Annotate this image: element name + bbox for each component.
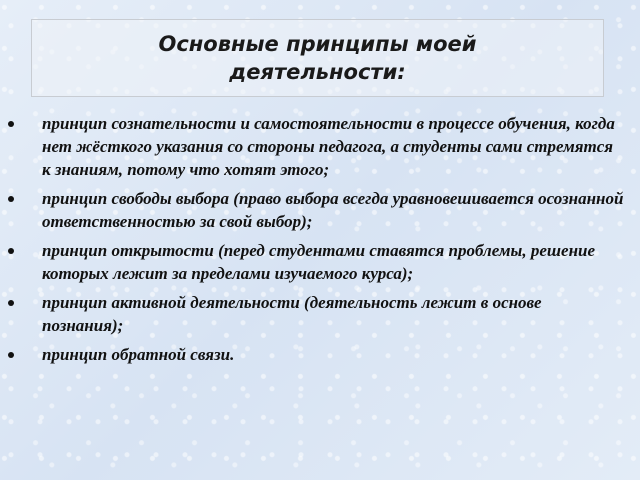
- list-item: [0, 112, 624, 181]
- list-item: [0, 239, 624, 285]
- bullet-icon: [8, 352, 14, 358]
- title-box: [31, 19, 604, 97]
- bullet-icon: [8, 300, 14, 306]
- list-item-text: принцип свободы выбора (право выбора всегда уравновешивается осознанной ответственностью за свой выбор);: [42, 189, 624, 231]
- principles-list: [0, 112, 624, 372]
- bullet-icon: [8, 196, 14, 202]
- list-item-text: принцип обратной связи.: [42, 345, 235, 364]
- list-item-text: принцип активной деятельности (деятельность лежит в основе познания);: [42, 293, 542, 335]
- slide-title: Основные принципы моей деятельности:: [158, 32, 477, 84]
- bullet-icon: [8, 121, 14, 127]
- bullet-icon: [8, 248, 14, 254]
- list-item: [0, 343, 624, 366]
- list-item-text: принцип сознательности и самостоятельности в процессе обучения, когда нет жёсткого указания со стороны педагога, а студенты сами стремятся к знаниям, потому что хотят этого;: [42, 114, 615, 179]
- list-item: [0, 291, 624, 337]
- list-item-text: принцип открытости (перед студентами ставятся проблемы, решение которых лежит за пределами изучаемого курса);: [42, 241, 596, 283]
- list-item: [0, 187, 624, 233]
